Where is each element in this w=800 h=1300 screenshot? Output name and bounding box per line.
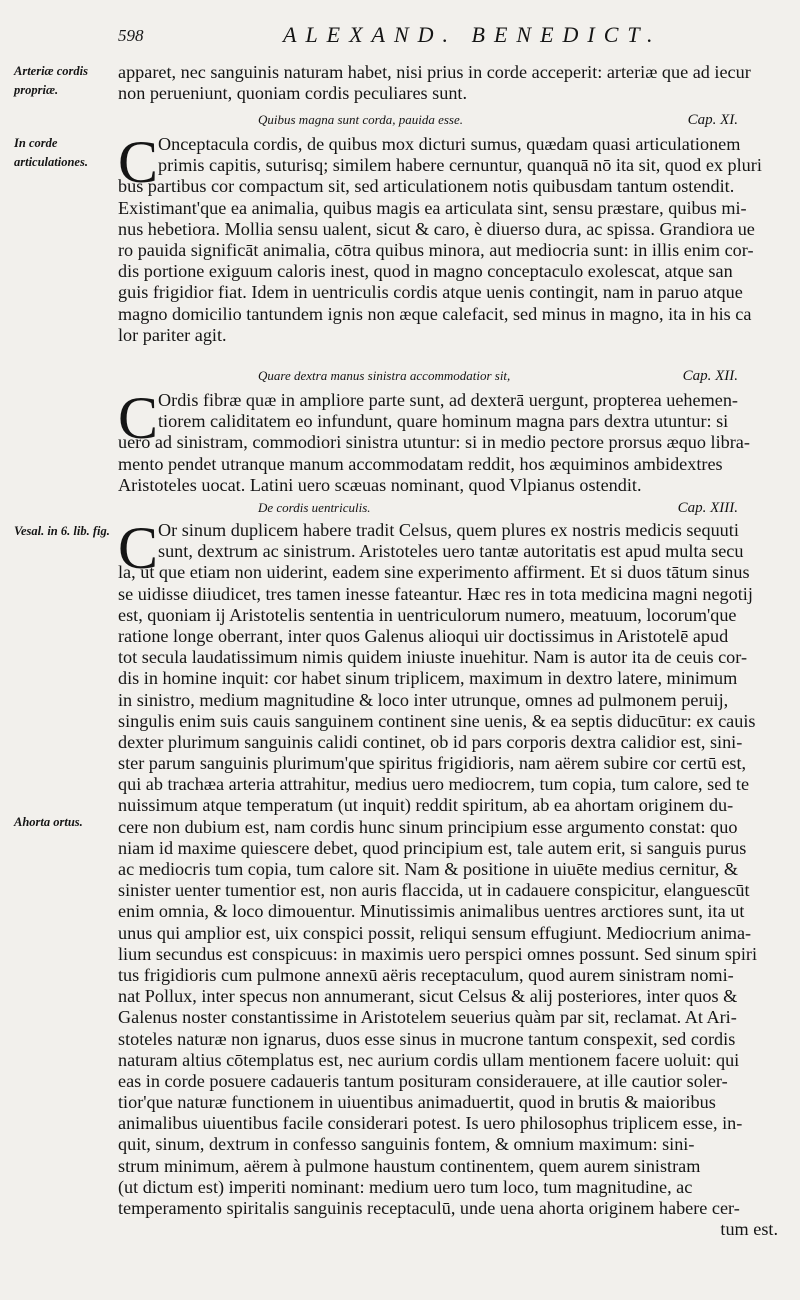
- chapter-number: Cap. XII.: [682, 368, 738, 384]
- text-line: animalibus uiuentibus facile considerari potest. Is uero philosophus triplicem esse, in-: [118, 1113, 743, 1134]
- text-line: cere non dubium est, nam cordis hunc sinum principium esse argumento constat: quo: [118, 816, 738, 837]
- text-line: lium secundus est conspicuus: in maximis uero perspici omnes possunt. Sed sinum spiri: [118, 943, 758, 964]
- text-line: ster parum sanguinis plurimum'que spiritus frigidioris, nam aërem subire cor certū est,: [118, 753, 747, 774]
- text-line: tum est.: [720, 1219, 778, 1240]
- text-line: in sinistro, medium magnitudine & loco inter utrunque, omnes ad pulmonem peruij,: [118, 689, 729, 710]
- text-line: ratione longe oberrant, inter quos Galenus alioqui uir doctissimus in Aristotelē apud: [118, 625, 729, 646]
- text-line: apparet, nec sanguinis naturam habet, nisi prius in corde acceperit: arteriæ que ad iecur: [118, 62, 751, 82]
- text-line: (ut dictum est) imperiti nominant: medium uero tum loco, tum magnitudine, ac: [118, 1176, 693, 1197]
- chapter-title: Quare dextra manus sinistra accommodatior sit,: [258, 368, 511, 383]
- text-line: temperamento spiritalis sanguinis receptaculū, unde uena ahorta originem habere cer-: [118, 1198, 740, 1218]
- text-line: tior'que naturæ functionem in uiuentibus animaduertit, quod in brutis & maioribus: [118, 1092, 716, 1113]
- text-line: quit, sinum, dextrum in confesso sanguinis fontem, & omnium maximum: sini-: [118, 1134, 695, 1155]
- drop-cap: C: [118, 515, 159, 581]
- text-line: se uidisse diiudicet, tres tamen inesse fateantur. Hæc res in tota medicina magni negotij: [118, 583, 753, 604]
- text-line: primis capitis, suturisq; similem habere cernuntur, quanquā nō ita sit, quod ex pluri: [158, 155, 762, 176]
- text-line: bus partibus cor compactum sit, sed articulationem notis quibusdam tantum ostendit.: [118, 176, 735, 197]
- text-line: nuissimum atque temperatum (ut inquit) reddit spiritum, ab ea ahortam originem du-: [118, 795, 734, 816]
- text-line: enim omnia, & loco dimouentur. Minutissimis animalibus uentres arctiores sunt, ita ut: [118, 901, 745, 922]
- text-line: la, ut que etiam non uiderint, eadem sine experimento affirment. Et si duos tātum sinus: [118, 562, 750, 583]
- text-line: uero ad sinistram, commodiori sinistra utuntur: si in medio pectore prorsus æquo libra-: [118, 432, 750, 453]
- text-line: naturam altius cōtemplatus est, nec aurium cordis ullam mentionem facere uoluit: qui: [118, 1049, 740, 1070]
- text-line: Or sinum duplicem habere tradit Celsus, quem plures ex nostris medicis sequuti: [158, 520, 739, 540]
- text-line: Galenus noster constantissime in Aristotelem seuerius quàm par sit, reclamat. At Ari-: [118, 1007, 737, 1028]
- text-line: Ordis fibræ quæ in ampliore parte sunt, ad dexterā uergunt, propterea uehemen-: [158, 390, 738, 410]
- margin-note: Vesal. in 6. lib. fig.: [14, 524, 110, 538]
- text-line: dis portione exiguum caloris inest, quod in magno conceptaculo exolescat, atque san: [118, 261, 733, 282]
- header-title: ALEXAND. BENEDICT.: [283, 22, 662, 47]
- text-line: singulis enim suis cauis sanguinem continent sine uenis, & ea septis diducūtur: ex cauis: [118, 710, 756, 731]
- chapter-title: Quibus magna sunt corda, pauida esse.: [258, 112, 463, 127]
- text-line: niam id maxime quiescere debet, quod principium est, tale autem erit, si sanguis purus: [118, 837, 747, 858]
- drop-cap: C: [118, 129, 159, 195]
- text-line: ac mediocris tum copia, tum calore sit. Nam & positione in uiuēte medius cernitur, &: [118, 859, 739, 879]
- text-line: nus hebetiora. Mollia sensu ualent, sicut & caro, è diuerso dura, ac spissa. Grandiora ue: [118, 218, 755, 239]
- text-line: nat Pollux, inter specus non annumerant, sicut Celsus & alij posteriores, inter quos &: [118, 986, 738, 1007]
- text-line: Aristoteles uocat. Latini uero scæuas nominant, quod Vlpianus ostendit.: [118, 474, 642, 495]
- chapter-paragraph: [118, 385, 778, 496]
- text-line: Onceptacula cordis, de quibus mox dicturi sumus, quædam quasi articulationem: [158, 134, 741, 154]
- text-line: dexter plurimum sanguinis calidi continet, ob id pars corporis dextra calidior est, sini-: [118, 731, 743, 752]
- chapter-number: Cap. XIII.: [677, 500, 738, 516]
- text-line: lor pariter agit.: [118, 324, 227, 345]
- text-line: sunt, dextrum ac sinistrum. Aristoteles uero tantæ autoritatis est apud multa secu: [158, 541, 744, 562]
- text-line: mento pendet utranque manum accommodatam reddit, hos æquiminos ambidextres: [118, 453, 723, 474]
- chapter-heading: [118, 500, 778, 522]
- text-line: tus frigidioris cum pulmone annexū aëris receptaculum, quod aurem sinistram nomi-: [118, 964, 734, 985]
- text-line: eas in corde posuere cadaueris tantum posituram considerauere, at ille cautior soler-: [118, 1070, 728, 1091]
- chapter-paragraph: [118, 129, 778, 346]
- text-line: unus qui amplior est, uix conspici possit, reliqui sensum effugiunt. Mediocrium anima-: [118, 922, 752, 943]
- intro-text: [118, 62, 778, 104]
- text-line: Existimant'que ea animalia, quibus magis ea articulata sint, sensu præstare, quibus mi-: [118, 197, 747, 218]
- text-line: sinister uenter tumentior est, non auris flaccida, ut in cadauere conspicitur, elanguescūt: [118, 880, 750, 901]
- chapter-number: Cap. XI.: [687, 112, 738, 128]
- text-line: tiorem caliditatem eo infundunt, quare hominum magna pars dextra utuntur: si: [158, 411, 729, 432]
- drop-cap: C: [118, 385, 159, 451]
- text-line: est, quoniam ij Aristotelis sententia in uentriculorum numero, meatuum, locorum'que: [118, 604, 737, 625]
- running-head: [118, 22, 778, 52]
- chapter-paragraph: [118, 515, 778, 1240]
- margin-note: In corde articulationes.: [14, 136, 88, 169]
- margin-note: Arteriæ cordis propriæ.: [14, 64, 88, 97]
- text-line: guis frigidior fiat. Idem in uentriculis cordis atque uenis contingit, nam in paruo atque: [118, 282, 743, 303]
- text-line: qui ab trachæa arteria attrahitur, medius uero mediocrem, tum copia, tum calore, sed te: [118, 774, 750, 795]
- margin-note: Ahorta ortus.: [14, 815, 83, 829]
- text-line: stoteles naturæ non ignarus, duos esse sinus in mucrone tantum conspexit, sed cordis: [118, 1028, 736, 1049]
- text-line: magno domicilio tantundem ignis non æque calefacit, sed minus in magno, ita in his ca: [118, 303, 752, 324]
- text-line: strum minimum, aërem à pulmone haustum continentem, quem aurem sinistram: [118, 1155, 701, 1176]
- text-line: tot secula laudatissimum nimis quidem iniuste inuehitur. Nam is autor ita de ceuis cor-: [118, 647, 748, 668]
- text-line: ro pauida significāt animalia, cōtra quibus minora, aut mediocria sunt: in illis enim cor-: [118, 239, 754, 260]
- text-line: dis in homine inquit: cor habet sinum triplicem, maximum in dextro latere, minimum: [118, 668, 738, 689]
- chapter-heading: [118, 368, 778, 390]
- page-number: 598: [118, 26, 144, 45]
- text-line: non perueniunt, quoniam cordis peculiares sunt.: [118, 83, 468, 104]
- chapter-title: De cordis uentriculis.: [258, 500, 371, 515]
- chapter-heading: [118, 112, 778, 134]
